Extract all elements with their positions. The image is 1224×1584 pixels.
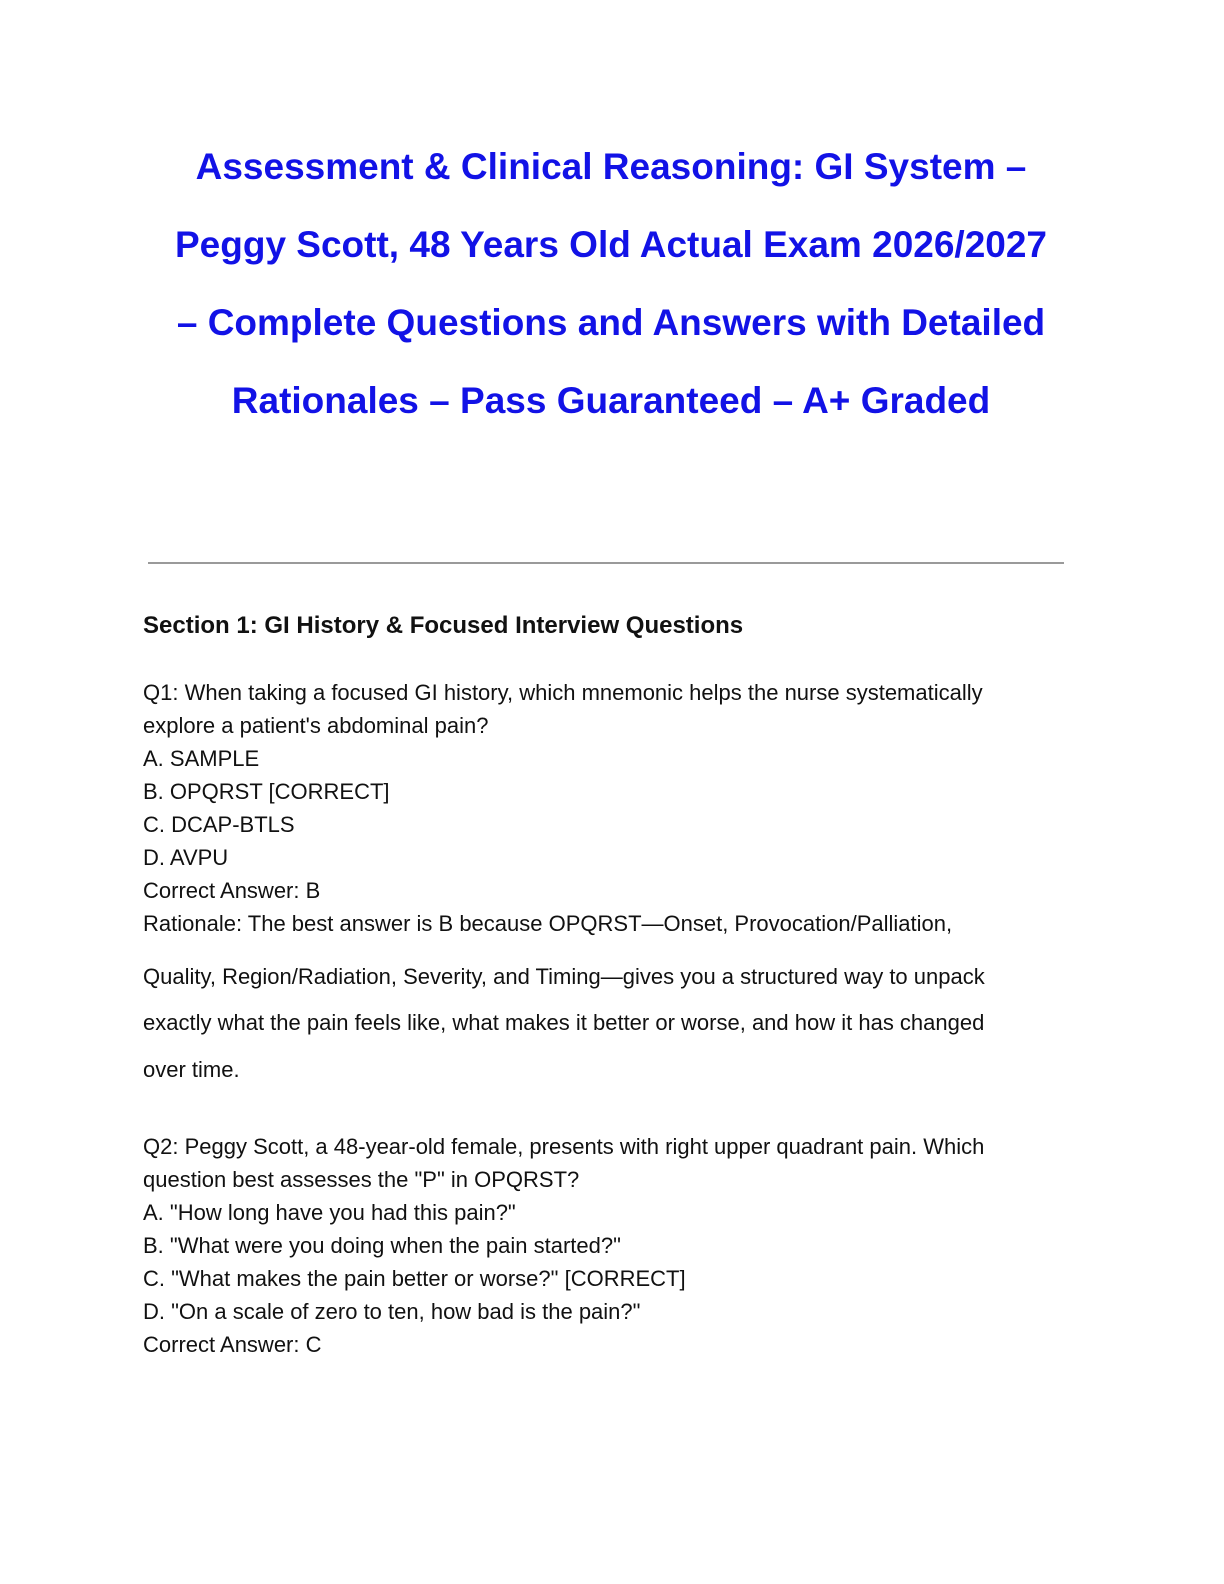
- question-1-option-b: B. OPQRST [CORRECT]: [143, 779, 390, 804]
- question-2-stem-line-2: question best assesses the "P" in OPQRST?: [143, 1167, 580, 1192]
- title-line-1: Assessment & Clinical Reasoning: GI System –: [195, 146, 1027, 187]
- question-1-option-d: D. AVPU: [143, 845, 229, 870]
- question-1-rationale-line-3: exactly what the pain feels like, what makes it better or worse, and how it has changed: [143, 1010, 985, 1035]
- question-2-option-b: B. "What were you doing when the pain started?": [143, 1233, 621, 1258]
- question-2-correct-answer: Correct Answer: C: [143, 1332, 322, 1357]
- question-1-option-c: C. DCAP-BTLS: [143, 812, 295, 837]
- question-1: [143, 676, 1073, 1093]
- title-line-4: Rationales – Pass Guaranteed – A+ Graded: [231, 380, 991, 421]
- question-2: [143, 1130, 1073, 1361]
- title-line-3: – Complete Questions and Answers with Detailed: [176, 302, 1046, 343]
- question-1-correct-answer: Correct Answer: B: [143, 878, 321, 903]
- question-1-rationale-line-4: over time.: [143, 1056, 240, 1082]
- question-1-option-a: A. SAMPLE: [143, 746, 260, 771]
- question-2-option-c: C. "What makes the pain better or worse?" [CORRECT]: [143, 1266, 686, 1291]
- question-1-rationale-line-1: Rationale: The best answer is B because OPQRST—Onset, Provocation/Palliation,: [143, 911, 953, 936]
- document-body: [143, 606, 1073, 1398]
- section-heading: Section 1: GI History & Focused Interview Questions: [143, 612, 744, 639]
- question-1-stem-line-1: Q1: When taking a focused GI history, which mnemonic helps the nurse systematically: [143, 680, 983, 705]
- question-2-option-a: A. "How long have you had this pain?": [143, 1200, 516, 1225]
- document-title: [143, 128, 1079, 440]
- question-2-stem-line-1: Q2: Peggy Scott, a 48-year-old female, presents with right upper quadrant pain. Which: [143, 1134, 985, 1159]
- horizontal-divider: [148, 562, 1064, 564]
- title-line-2: Peggy Scott, 48 Years Old Actual Exam 2026/2027: [174, 224, 1048, 265]
- question-1-rationale-line-2: Quality, Region/Radiation, Severity, and Timing—gives you a structured way to unpack: [143, 963, 985, 989]
- question-2-option-d: D. "On a scale of zero to ten, how bad is the pain?": [143, 1299, 641, 1324]
- question-1-stem-line-2: explore a patient's abdominal pain?: [143, 713, 489, 738]
